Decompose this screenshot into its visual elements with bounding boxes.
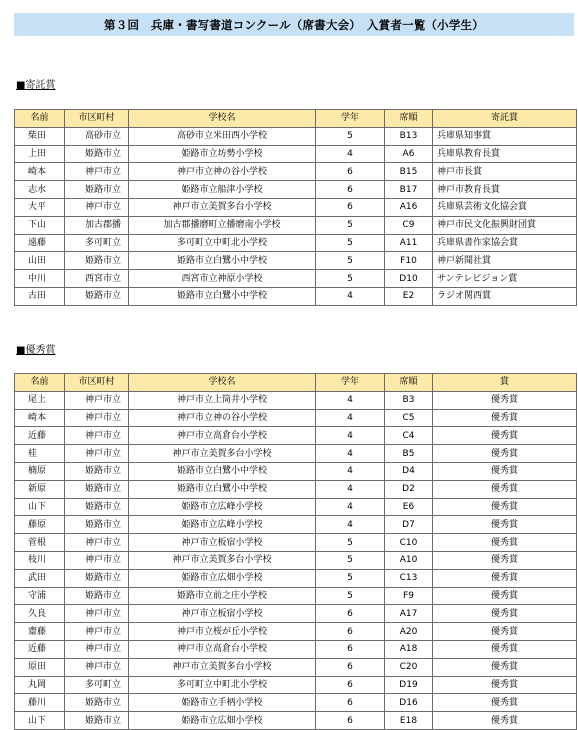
cell-city: 神戸市立 <box>65 445 129 463</box>
cell-name: 中川 <box>15 270 65 288</box>
cell-name: 藤原 <box>15 516 65 534</box>
cell-grade: 6 <box>316 640 385 658</box>
column-header-name: 名前 <box>15 110 65 128</box>
cell-seat: C13 <box>385 569 433 587</box>
cell-city: 神戸市立 <box>65 605 129 623</box>
cell-city: 姫路市立 <box>65 480 129 498</box>
cell-name: 齋藤 <box>15 623 65 641</box>
cell-school: 姫路市立手柄小学校 <box>129 694 316 712</box>
column-header-seat: 席順 <box>385 110 433 128</box>
cell-award: 優秀賞 <box>433 516 577 534</box>
cell-award: 兵庫県芸術文化協会賞 <box>433 198 577 216</box>
cell-grade: 4 <box>316 409 385 427</box>
cell-award: ラジオ関西賞 <box>433 287 577 305</box>
cell-award: 優秀賞 <box>433 623 577 641</box>
section-heading-kitaku: ■寄託賞 <box>16 80 56 91</box>
cell-seat: D16 <box>385 694 433 712</box>
table-row <box>15 287 577 305</box>
cell-grade: 4 <box>316 391 385 409</box>
table-header-row <box>15 110 577 128</box>
table-row <box>15 181 577 199</box>
column-header-award: 賞 <box>433 374 577 392</box>
cell-city: 姫路市立 <box>65 587 129 605</box>
cell-grade: 6 <box>316 712 385 730</box>
table-row <box>15 498 577 516</box>
cell-school: 西宮市立神原小学校 <box>129 270 316 288</box>
cell-award: サンテレビジョン賞 <box>433 270 577 288</box>
cell-city: 神戸市立 <box>65 640 129 658</box>
table-row <box>15 534 577 552</box>
cell-city: 姫路市立 <box>65 145 129 163</box>
cell-award: 神戸市長賞 <box>433 163 577 181</box>
cell-school: 姫路市立広峰小学校 <box>129 498 316 516</box>
cell-grade: 4 <box>316 427 385 445</box>
column-header-school: 学校名 <box>129 374 316 392</box>
table-row <box>15 445 577 463</box>
cell-award: 兵庫県教育長賞 <box>433 145 577 163</box>
cell-grade: 6 <box>316 163 385 181</box>
cell-seat: B15 <box>385 163 433 181</box>
cell-grade: 5 <box>316 270 385 288</box>
cell-grade: 6 <box>316 623 385 641</box>
cell-grade: 4 <box>316 287 385 305</box>
column-header-seat: 席順 <box>385 374 433 392</box>
cell-school: 高砂市立米田西小学校 <box>129 127 316 145</box>
cell-name: 古田 <box>15 287 65 305</box>
cell-grade: 5 <box>316 569 385 587</box>
cell-school: 姫路市立広畑小学校 <box>129 712 316 730</box>
column-header-grade: 学年 <box>316 374 385 392</box>
cell-city: 多可町立 <box>65 676 129 694</box>
cell-city: 高砂市立 <box>65 127 129 145</box>
cell-city: 姫路市立 <box>65 252 129 270</box>
column-header-grade: 学年 <box>316 110 385 128</box>
cell-award: 神戸市民文化振興財団賞 <box>433 216 577 234</box>
cell-seat: E6 <box>385 498 433 516</box>
cell-seat: A6 <box>385 145 433 163</box>
cell-school: 神戸市立美賀多台小学校 <box>129 198 316 216</box>
cell-school: 姫路市立白鷺小中学校 <box>129 462 316 480</box>
cell-city: 神戸市立 <box>65 163 129 181</box>
cell-award: 優秀賞 <box>433 551 577 569</box>
table-row <box>15 569 577 587</box>
table-row <box>15 551 577 569</box>
table-row <box>15 623 577 641</box>
cell-school: 姫路市立広畑小学校 <box>129 569 316 587</box>
cell-seat: A17 <box>385 605 433 623</box>
table-row <box>15 658 577 676</box>
cell-city: 姫路市立 <box>65 462 129 480</box>
section-heading-yushu: ■優秀賞 <box>16 345 56 356</box>
cell-award: 優秀賞 <box>433 605 577 623</box>
table-row <box>15 163 577 181</box>
cell-award: 兵庫県書作家協会賞 <box>433 234 577 252</box>
table-row <box>15 640 577 658</box>
cell-seat: A20 <box>385 623 433 641</box>
cell-award: 優秀賞 <box>433 640 577 658</box>
cell-city: 神戸市立 <box>65 623 129 641</box>
cell-seat: A11 <box>385 234 433 252</box>
table-row <box>15 270 577 288</box>
cell-seat: A16 <box>385 198 433 216</box>
cell-name: 菅根 <box>15 534 65 552</box>
cell-city: 姫路市立 <box>65 498 129 516</box>
cell-award: 優秀賞 <box>433 498 577 516</box>
cell-school: 神戸市立板宿小学校 <box>129 605 316 623</box>
cell-grade: 5 <box>316 234 385 252</box>
cell-award: 神戸新聞社賞 <box>433 252 577 270</box>
cell-award: 優秀賞 <box>433 712 577 730</box>
table-row <box>15 462 577 480</box>
cell-school: 加古郡播磨町立播磨南小学校 <box>129 216 316 234</box>
table-row <box>15 216 577 234</box>
cell-award: 優秀賞 <box>433 427 577 445</box>
cell-grade: 6 <box>316 198 385 216</box>
cell-name: 下山 <box>15 216 65 234</box>
cell-school: 姫路市立広峰小学校 <box>129 516 316 534</box>
cell-grade: 5 <box>316 534 385 552</box>
table-row <box>15 252 577 270</box>
cell-name: 武田 <box>15 569 65 587</box>
cell-award: 優秀賞 <box>433 391 577 409</box>
cell-seat: D19 <box>385 676 433 694</box>
table-row <box>15 127 577 145</box>
cell-award: 優秀賞 <box>433 676 577 694</box>
cell-city: 神戸市立 <box>65 534 129 552</box>
cell-city: 西宮市立 <box>65 270 129 288</box>
cell-grade: 6 <box>316 676 385 694</box>
cell-city: 神戸市立 <box>65 391 129 409</box>
cell-seat: D2 <box>385 480 433 498</box>
cell-school: 姫路市立白鷺小中学校 <box>129 252 316 270</box>
cell-seat: E18 <box>385 712 433 730</box>
cell-grade: 4 <box>316 480 385 498</box>
cell-seat: B3 <box>385 391 433 409</box>
cell-city: 姫路市立 <box>65 694 129 712</box>
cell-award: 兵庫県知事賞 <box>433 127 577 145</box>
cell-city: 神戸市立 <box>65 198 129 216</box>
cell-grade: 5 <box>316 216 385 234</box>
cell-name: 志水 <box>15 181 65 199</box>
cell-seat: D10 <box>385 270 433 288</box>
cell-name: 守浦 <box>15 587 65 605</box>
cell-school: 神戸市立高倉台小学校 <box>129 427 316 445</box>
cell-school: 姫路市立白鷺小中学校 <box>129 287 316 305</box>
cell-award: 優秀賞 <box>433 658 577 676</box>
cell-name: 枝川 <box>15 551 65 569</box>
cell-name: 尾上 <box>15 391 65 409</box>
kitaku-award-table <box>14 109 577 306</box>
cell-seat: C4 <box>385 427 433 445</box>
cell-name: 楠原 <box>15 462 65 480</box>
cell-school: 神戸市立神の谷小学校 <box>129 409 316 427</box>
table-row <box>15 516 577 534</box>
cell-seat: B17 <box>385 181 433 199</box>
cell-grade: 5 <box>316 252 385 270</box>
cell-seat: C5 <box>385 409 433 427</box>
cell-city: 姫路市立 <box>65 181 129 199</box>
cell-grade: 5 <box>316 587 385 605</box>
cell-city: 加古郡播 <box>65 216 129 234</box>
table-row <box>15 234 577 252</box>
cell-school: 神戸市立美賀多台小学校 <box>129 445 316 463</box>
cell-award: 優秀賞 <box>433 534 577 552</box>
column-header-school: 学校名 <box>129 110 316 128</box>
cell-name: 遠藤 <box>15 234 65 252</box>
cell-city: 神戸市立 <box>65 427 129 445</box>
table-row <box>15 391 577 409</box>
column-header-name: 名前 <box>15 374 65 392</box>
cell-seat: A18 <box>385 640 433 658</box>
cell-city: 姫路市立 <box>65 569 129 587</box>
cell-school: 姫路市立船津小学校 <box>129 181 316 199</box>
cell-school: 神戸市立板宿小学校 <box>129 534 316 552</box>
cell-school: 神戸市立美賀多台小学校 <box>129 551 316 569</box>
cell-city: 姫路市立 <box>65 712 129 730</box>
cell-award: 優秀賞 <box>433 409 577 427</box>
cell-city: 多可町立 <box>65 234 129 252</box>
table-row <box>15 480 577 498</box>
cell-city: 姫路市立 <box>65 287 129 305</box>
cell-seat: F10 <box>385 252 433 270</box>
cell-school: 神戸市立神の谷小学校 <box>129 163 316 181</box>
cell-grade: 6 <box>316 694 385 712</box>
cell-city: 神戸市立 <box>65 409 129 427</box>
column-header-city: 市区町村 <box>65 374 129 392</box>
cell-award: 優秀賞 <box>433 694 577 712</box>
cell-grade: 5 <box>316 127 385 145</box>
cell-school: 神戸市立上筒井小学校 <box>129 391 316 409</box>
cell-name: 丸岡 <box>15 676 65 694</box>
cell-grade: 6 <box>316 605 385 623</box>
cell-seat: F9 <box>385 587 433 605</box>
page-title: 第３回 兵庫・書写書道コンクール（席書大会） 入賞者一覧（小学生） <box>14 13 574 36</box>
table-row <box>15 676 577 694</box>
table-row <box>15 409 577 427</box>
cell-seat: D7 <box>385 516 433 534</box>
cell-award: 優秀賞 <box>433 587 577 605</box>
cell-name: 大平 <box>15 198 65 216</box>
cell-school: 姫路市立前之庄小学校 <box>129 587 316 605</box>
table-row <box>15 605 577 623</box>
cell-school: 姫路市立坊勢小学校 <box>129 145 316 163</box>
cell-award: 優秀賞 <box>433 480 577 498</box>
cell-name: 原田 <box>15 658 65 676</box>
cell-seat: B13 <box>385 127 433 145</box>
cell-seat: C10 <box>385 534 433 552</box>
cell-name: 上田 <box>15 145 65 163</box>
cell-name: 藤川 <box>15 694 65 712</box>
cell-name: 近藤 <box>15 427 65 445</box>
cell-city: 神戸市立 <box>65 658 129 676</box>
table-row <box>15 145 577 163</box>
cell-award: 優秀賞 <box>433 462 577 480</box>
cell-name: 山下 <box>15 712 65 730</box>
cell-name: 久良 <box>15 605 65 623</box>
cell-seat: B5 <box>385 445 433 463</box>
cell-seat: C9 <box>385 216 433 234</box>
cell-city: 神戸市立 <box>65 551 129 569</box>
cell-grade: 4 <box>316 445 385 463</box>
column-header-award: 寄託賞 <box>433 110 577 128</box>
cell-name: 柴田 <box>15 127 65 145</box>
cell-seat: E2 <box>385 287 433 305</box>
cell-grade: 4 <box>316 145 385 163</box>
table-header-row <box>15 374 577 392</box>
cell-seat: A10 <box>385 551 433 569</box>
cell-grade: 4 <box>316 498 385 516</box>
cell-grade: 4 <box>316 516 385 534</box>
cell-name: 崎本 <box>15 409 65 427</box>
cell-award: 優秀賞 <box>433 445 577 463</box>
cell-name: 山下 <box>15 498 65 516</box>
cell-school: 姫路市立白鷺小中学校 <box>129 480 316 498</box>
cell-award: 優秀賞 <box>433 569 577 587</box>
cell-school: 神戸市立桜が丘小学校 <box>129 623 316 641</box>
table-row <box>15 198 577 216</box>
cell-award: 神戸市教育長賞 <box>433 181 577 199</box>
cell-seat: D4 <box>385 462 433 480</box>
cell-grade: 6 <box>316 181 385 199</box>
cell-name: 桂 <box>15 445 65 463</box>
cell-school: 多可町立中町北小学校 <box>129 676 316 694</box>
table-row <box>15 694 577 712</box>
cell-name: 近藤 <box>15 640 65 658</box>
cell-school: 神戸市立高倉台小学校 <box>129 640 316 658</box>
cell-grade: 6 <box>316 658 385 676</box>
cell-city: 姫路市立 <box>65 516 129 534</box>
yushu-award-table <box>14 373 577 730</box>
cell-school: 神戸市立美賀多台小学校 <box>129 658 316 676</box>
cell-name: 山田 <box>15 252 65 270</box>
column-header-city: 市区町村 <box>65 110 129 128</box>
cell-grade: 4 <box>316 462 385 480</box>
cell-grade: 5 <box>316 551 385 569</box>
table-row <box>15 427 577 445</box>
table-row <box>15 587 577 605</box>
cell-seat: C20 <box>385 658 433 676</box>
cell-school: 多可町立中町北小学校 <box>129 234 316 252</box>
cell-name: 新原 <box>15 480 65 498</box>
cell-name: 崎本 <box>15 163 65 181</box>
